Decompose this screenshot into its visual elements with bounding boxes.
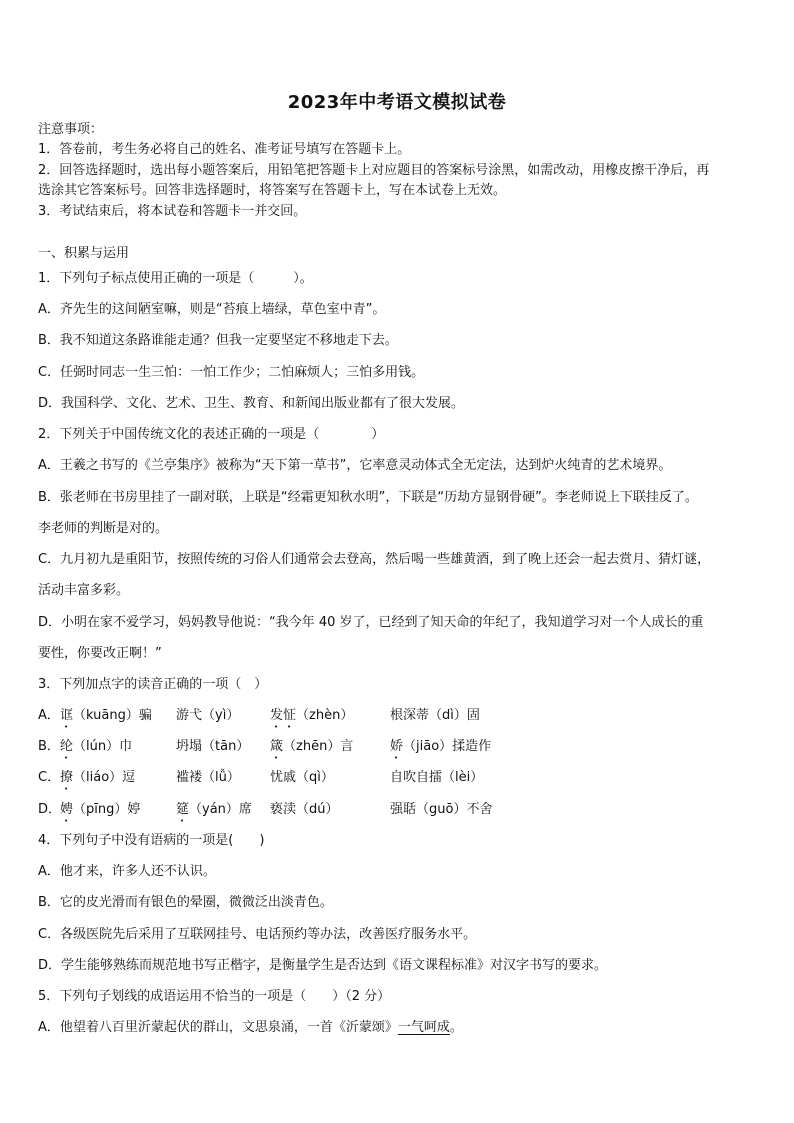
- q3-word-part: guō）不舍: [429, 802, 493, 817]
- q3-word-part: tān）: [215, 739, 250, 754]
- q3-word-part: （kuāng）骗: [73, 708, 152, 723]
- q3-word-part: 游弋（: [176, 708, 216, 723]
- q3-word-part: （zhēn）言: [283, 739, 354, 754]
- q3-word-part: 亵渎（: [270, 802, 310, 817]
- q4-option-c: C．各级医院先后采用了互联网挂号、电话预约等办法，改善医疗服务水平。: [38, 927, 477, 942]
- q3-option-label: B．: [38, 739, 60, 754]
- q1-option-d: D．我国科学、文化、艺术、卫生、教育、和新闻出版业都有了很大发展。: [38, 396, 465, 411]
- section-heading: 一、积累与运用: [38, 246, 130, 261]
- q3-word: [390, 739, 491, 762]
- q3-word: [270, 770, 334, 793]
- q3-dotted-char: 箴: [270, 739, 284, 754]
- q3-word: [270, 708, 353, 731]
- q3-word: [60, 739, 132, 762]
- q4-option-d: D．学生能够熟练而规范地书写正楷字，是衡量学生是否达到《语文课程标准》对汉字书写的要求。: [38, 958, 608, 973]
- q5-option-a-end: 。: [449, 1020, 463, 1035]
- q2-option-a: A．王羲之书写的《兰亭集序》被称为“天下第一草书”，它率意灵动体式全无定法，达到炉火纯青的艺术境界。: [38, 458, 672, 473]
- q5-option-a-text: A．他望着八百里沂蒙起伏的群山，文思泉涌，一首《沂蒙颂》: [38, 1020, 398, 1035]
- q5-option-a: [38, 1020, 762, 1036]
- q3-word-part: 忧戚（: [270, 770, 310, 785]
- q3-word-part: （yán）席: [189, 802, 252, 817]
- page-title: 2023年中考语文模拟试卷: [287, 92, 507, 113]
- q3-option-label: C．: [38, 770, 61, 785]
- q3-option-label: A．: [38, 708, 60, 723]
- q3-word-part: （jiāo）揉造作: [403, 739, 492, 754]
- notice-item-1: 1．答卷前，考生务必将自己的姓名、准考证号填写在答题卡上。: [38, 142, 411, 157]
- q3-word-part: （lún）巾: [73, 739, 133, 754]
- q5-underlined-idiom: 一气呵成: [397, 1020, 450, 1035]
- q3-dotted-char: 诓: [60, 708, 74, 723]
- q1-option-b: B．我不知道这条路谁能走通？但我一定要坚定不移地走下去。: [38, 333, 398, 348]
- q3-word: [270, 802, 339, 825]
- q3-word-part: yì）: [215, 708, 240, 723]
- q3-word: [176, 739, 249, 762]
- q2-option-b-cont: 李老师的判断是对的。: [38, 521, 169, 536]
- q3-option-label: D．: [38, 802, 62, 817]
- q3-word-part: 褴褛（: [176, 770, 216, 785]
- q2-option-d-cont: 要性，你要改正啊！”: [38, 646, 162, 661]
- q3-stem: 3．下列加点字的读音正确的一项（ ）: [38, 677, 268, 692]
- q2-option-c: C．九月初九是重阳节，按照传统的习俗人们通常会去登高，然后喝一些雄黄酒，到了晚上还会一起去赏月、猜灯谜，: [38, 552, 711, 567]
- q3-dotted-char: 发怔: [270, 708, 297, 723]
- q3-word: [176, 770, 240, 793]
- q3-word-part: （liáo）逗: [73, 770, 136, 785]
- q1-stem: 1．下列句子标点使用正确的一项是（ ）。: [38, 271, 313, 286]
- q3-word-part: lǚ）: [215, 770, 240, 785]
- q3-word-part: （pīng）婷: [73, 802, 141, 817]
- q4-stem: 4．下列句子中没有语病的一项是( ): [38, 833, 265, 848]
- q3-dotted-char: 撩: [60, 770, 74, 785]
- notice-item-2: 2．回答选择题时，选出每小题答案后，用铅笔把答题卡上对应题目的答案标号涂黑，如需改动，用橡皮擦干净后，再: [38, 163, 710, 178]
- q3-word: [60, 708, 152, 731]
- q3-word-part: dì）固: [442, 708, 480, 723]
- q2-option-c-cont: 活动丰富多彩。: [38, 583, 130, 598]
- q3-word: [60, 802, 140, 825]
- q3-word-part: 根深蒂（: [390, 708, 443, 723]
- q3-dotted-char: 娇: [390, 739, 404, 754]
- q3-word: [176, 708, 239, 731]
- notice-heading: 注意事项：: [38, 122, 104, 137]
- notice-item-3: 3．考试结束后，将本试卷和答题卡一并交回。: [38, 204, 307, 219]
- q3-word-part: 坍塌（: [176, 739, 216, 754]
- q3-word: [176, 802, 252, 825]
- q3-word-part: qì）: [309, 770, 334, 785]
- q4-option-a: A．他才来，许多人还不认识。: [38, 864, 216, 879]
- q3-dotted-char: 娉: [60, 802, 74, 817]
- q2-option-d: D．小明在家不爱学习，妈妈教导他说：“我今年 40 岁了，已经到了知天命的年纪了，我知道学习对一个人成长的重: [38, 615, 704, 630]
- q1-option-a: A．齐先生的这间陋室嘛，则是“苔痕上墙绿，草色室中青”。: [38, 302, 386, 317]
- q3-word-part: 强聒（: [390, 802, 430, 817]
- q3-word-part: lèi）: [455, 770, 484, 785]
- q1-option-c: C．任弼时同志一生三怕：一怕工作少；二怕麻烦人；三怕多用钱。: [38, 365, 425, 380]
- q3-word: [390, 708, 480, 731]
- q3-word: [60, 770, 135, 793]
- q3-word: [390, 802, 492, 825]
- q4-option-b: B．它的皮光滑而有银色的晕圈，微微泛出淡青色。: [38, 895, 333, 910]
- q3-dotted-char: 纶: [60, 739, 74, 754]
- q3-word: [270, 739, 353, 762]
- q2-option-b: B．张老师在书房里挂了一副对联，上联是“经霜更知秋水明”，下联是“历劫方显钢骨硬”。李老师说上下联挂反了。: [38, 490, 698, 505]
- q2-stem: 2．下列关于中国传统文化的表述正确的一项是（ ）: [38, 427, 385, 442]
- notice-item-2-cont: 选涂其它答案标号。回答非选择题时，将答案写在答题卡上，写在本试卷上无效。: [38, 183, 507, 198]
- q3-word-part: （zhèn）: [296, 708, 354, 723]
- q3-dotted-char: 筵: [176, 802, 190, 817]
- q5-stem: 5．下列句子划线的成语运用不恰当的一项是（ ）（2 分）: [38, 989, 391, 1004]
- q3-word-part: dú）: [309, 802, 339, 817]
- q3-word-part: 自吹自擂（: [390, 770, 456, 785]
- q3-word: [390, 770, 483, 793]
